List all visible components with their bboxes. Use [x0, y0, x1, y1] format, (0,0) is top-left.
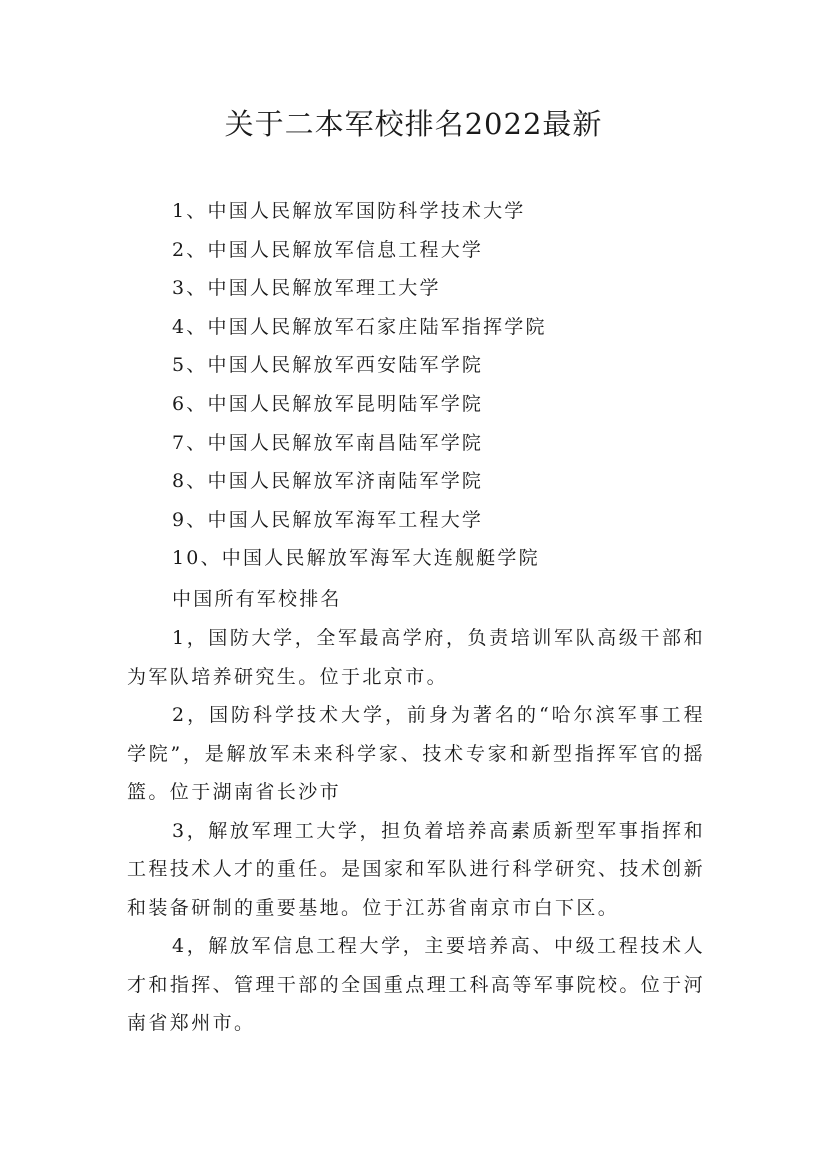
ranking-list: [172, 192, 547, 578]
ranking-item: 9、中国人民解放军海军工程大学: [172, 508, 484, 531]
ranking-item: 4、中国人民解放军石家庄陆军指挥学院: [172, 315, 547, 338]
paragraph: 1，国防大学，全军最高学府，负责培训军队高级干部和为军队培养研究生。位于北京市。: [127, 627, 705, 688]
ranking-item: 3、中国人民解放军理工大学: [172, 277, 441, 300]
ranking-item: 1、中国人民解放军国防科学技术大学: [172, 200, 526, 222]
paragraph: 2，国防科学技术大学，前身为著名的“哈尔滨军事工程学院”，是解放军未来科学家、技术专家和新型指挥军官的摇篮。位于湖南省长沙市: [127, 704, 705, 803]
ranking-item: 10、中国人民解放军海军大连舰艇学院: [172, 547, 540, 570]
document-title: 关于二本军校排名2022最新: [224, 107, 603, 141]
paragraph: 4，解放军信息工程大学，主要培养高、中级工程技术人才和指挥、管理干部的全国重点理工科高等军事院校。位于河南省郑州市。: [127, 935, 705, 1034]
body-paragraphs: [127, 619, 705, 1043]
ranking-item: 8、中国人民解放军济南陆军学院: [172, 470, 484, 493]
ranking-item: 5、中国人民解放军西安陆军学院: [172, 354, 484, 377]
ranking-item: 7、中国人民解放军南昌陆军学院: [172, 431, 484, 454]
ranking-item: 6、中国人民解放军昆明陆军学院: [172, 392, 484, 415]
paragraph: 3，解放军理工大学，担负着培养高素质新型军事指挥和工程技术人才的重任。是国家和军队进行科学研究、技术创新和装备研制的重要基地。位于江苏省南京市白下区。: [127, 819, 705, 919]
section-heading: 中国所有军校排名: [172, 588, 342, 610]
ranking-item: 2、中国人民解放军信息工程大学: [172, 238, 484, 261]
